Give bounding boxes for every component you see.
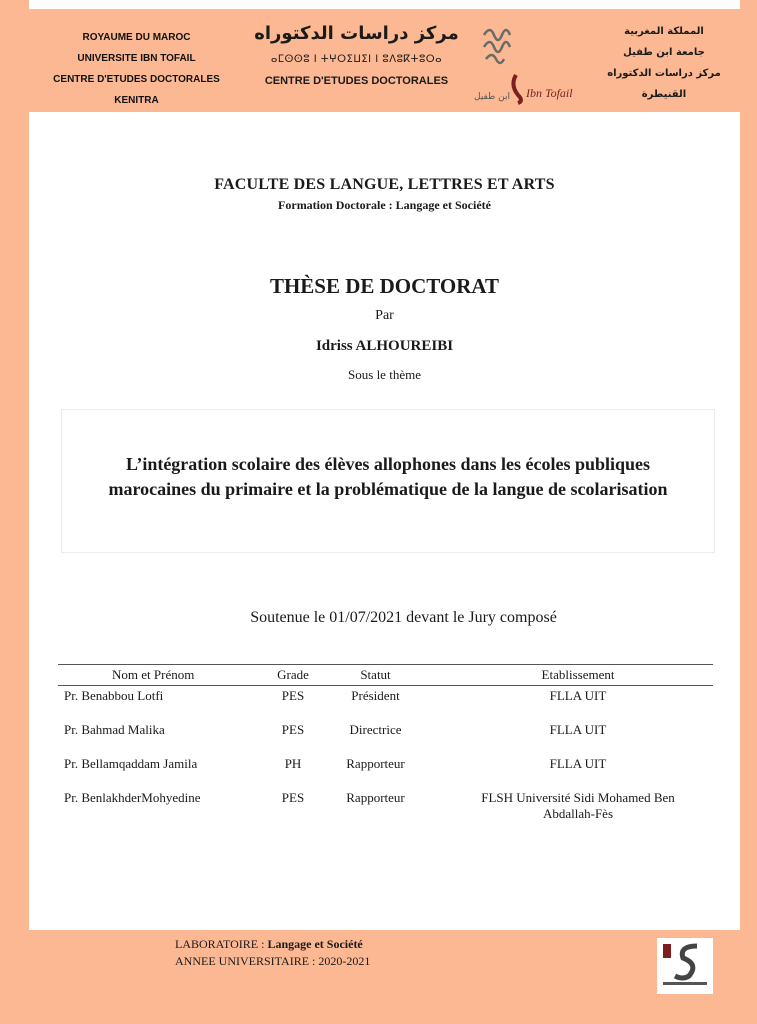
author-name: Idriss ALHOUREIBI [315,338,454,354]
jury-etablissement [448,790,708,822]
logo-latin-text: Ibn Tofail [526,86,573,100]
header-right-line: القنيطرة [641,89,687,100]
page-top-edge [0,0,757,9]
logo-baseline-icon [663,982,707,985]
etab-line: FLLA UIT [549,722,607,737]
main-page-body [29,112,740,930]
subject-line: L’intégration scolaire des élèves allophones dans les écoles publiques [125,454,651,474]
header-band [29,9,740,112]
defense-statement: Soutenue le 01/07/2021 devant le Jury composé [250,609,557,626]
jury-row [58,686,713,720]
jury-name: Pr. Bahmad Malika [64,722,165,737]
jury-row [58,788,713,822]
left-margin-band [0,0,29,1024]
etab-line: Abdallah-Fès [542,806,614,821]
header-left-line: CENTRE D'ETUDES DOCTORALES [53,74,220,85]
theme-label: Sous le thème [348,367,421,382]
header-center-label: CENTRE D'ETUDES DOCTORALES [264,75,449,87]
jury-grade: PH [284,756,302,771]
jury-name: Pr. BenlakhderMohyedine [64,790,201,805]
header-arabic-title: مركز دراسات الدكتوراه [254,23,459,44]
header-left-line: ROYAUME DU MAROC [82,32,191,43]
right-margin-band [740,0,757,1024]
logo-s-mark-icon [513,75,521,103]
university-logo [470,17,580,105]
jury-table [58,664,713,822]
header-right-line: مركز دراسات الدكتوراه [607,68,721,79]
header-right-block [589,21,739,105]
formation-subheading: Formation Doctorale : Langage et Société [278,198,491,212]
logo-block-icon [663,944,671,958]
header-left-block [29,27,244,111]
by-label: Par [375,308,394,323]
jury-statut: Rapporteur [346,790,405,805]
etab-line: FLLA UIT [549,756,607,771]
faculty-heading: FACULTE DES LANGUE, LETTRES ET ARTS [214,176,555,193]
jury-statut: Directrice [349,722,402,737]
jury-statut: Président [351,688,400,703]
header-right-line: المملكة المغربية [624,26,704,37]
jury-row [58,720,713,754]
thesis-title: THÈSE DE DOCTORAT [269,274,500,298]
etab-line: FLSH Université Sidi Mohamed Ben [481,790,675,805]
header-left-line: KENITRA [114,95,159,106]
logo-swirl-icon [484,30,510,63]
header-tifinagh-line: ⴰⵎⵙⵙⵓ ⵏ ⵜⵖⵔⵉⵡⵉⵏ ⵏ ⵓⴷⵓⴽⵜⵓⵔⴰ [270,54,443,65]
jury-etablissement [448,722,708,738]
header-left-line: UNIVERSITE IBN TOFAIL [77,53,196,64]
header-grade: Grade [277,667,309,682]
jury-grade: PES [281,722,305,737]
laboratory-line [175,937,363,952]
jury-grade: PES [281,688,305,703]
logo-s-letter-icon [675,946,697,978]
footer-band [29,930,740,1024]
jury-etablissement [448,756,708,772]
jury-row [58,754,713,788]
jury-name: Pr. Benabbou Lotfi [64,688,164,703]
jury-name: Pr. Bellamqaddam Jamila [64,756,198,771]
header-right-line: جامعة ابن طفيل [623,47,705,58]
laboratory-logo [657,938,713,994]
jury-grade: PES [281,790,305,805]
subject-box [61,409,715,553]
header-name: Nom et Prénom [112,667,195,682]
logo-arabic-text: ابن طفيل [474,92,510,102]
jury-table-header [58,664,713,686]
header-statut: Statut [360,667,391,682]
header-center-block [249,23,464,89]
laboratory-label: LABORATOIRE : [175,937,268,951]
academic-year: ANNEE UNIVERSITAIRE : 2020-2021 [175,954,371,968]
jury-statut: Rapporteur [346,756,405,771]
etab-line: FLLA UIT [549,688,607,703]
subject-title [82,452,694,502]
jury-etablissement [448,688,708,704]
subject-line: marocaines du primaire et la problématique de la langue de scolarisation [108,479,668,499]
header-etablissement: Etablissement [541,667,615,682]
laboratory-name: Langage et Société [267,937,363,951]
